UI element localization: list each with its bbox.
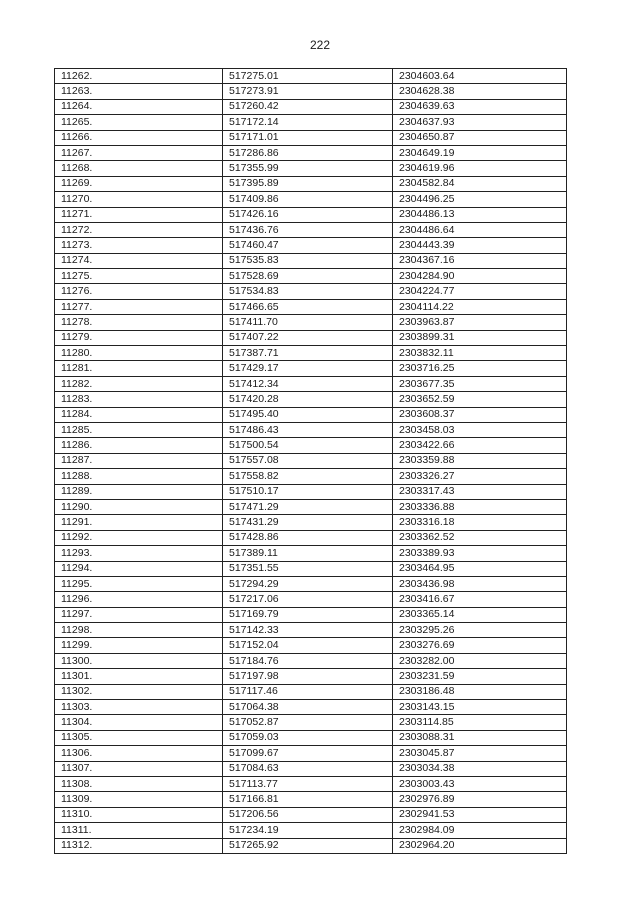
table-row xyxy=(55,115,567,130)
x-coordinate-cell: 517171.01 xyxy=(223,130,393,145)
x-coordinate-cell: 517500.54 xyxy=(223,438,393,453)
point-number-cell: 11281. xyxy=(55,361,223,376)
y-coordinate-cell: 2303003.43 xyxy=(393,776,567,791)
x-coordinate-cell: 517409.86 xyxy=(223,192,393,207)
table-row xyxy=(55,823,567,838)
table-row xyxy=(55,469,567,484)
x-coordinate-cell: 517412.34 xyxy=(223,376,393,391)
point-number-cell: 11282. xyxy=(55,376,223,391)
table-row xyxy=(55,99,567,114)
y-coordinate-cell: 2304284.90 xyxy=(393,269,567,284)
point-number-cell: 11290. xyxy=(55,499,223,514)
point-number-cell: 11288. xyxy=(55,469,223,484)
y-coordinate-cell: 2304486.13 xyxy=(393,207,567,222)
point-number-cell: 11293. xyxy=(55,546,223,561)
x-coordinate-cell: 517407.22 xyxy=(223,330,393,345)
point-number-cell: 11296. xyxy=(55,592,223,607)
y-coordinate-cell: 2303416.67 xyxy=(393,592,567,607)
y-coordinate-cell: 2303282.00 xyxy=(393,653,567,668)
point-number-cell: 11287. xyxy=(55,453,223,468)
y-coordinate-cell: 2303365.14 xyxy=(393,607,567,622)
y-coordinate-cell: 2303336.88 xyxy=(393,499,567,514)
x-coordinate-cell: 517426.16 xyxy=(223,207,393,222)
table-row xyxy=(55,530,567,545)
point-number-cell: 11272. xyxy=(55,222,223,237)
x-coordinate-cell: 517234.19 xyxy=(223,823,393,838)
table-row xyxy=(55,330,567,345)
point-number-cell: 11265. xyxy=(55,115,223,130)
x-coordinate-cell: 517099.67 xyxy=(223,746,393,761)
y-coordinate-cell: 2303422.66 xyxy=(393,438,567,453)
x-coordinate-cell: 517084.63 xyxy=(223,761,393,776)
y-coordinate-cell: 2303088.31 xyxy=(393,730,567,745)
table-row xyxy=(55,238,567,253)
y-coordinate-cell: 2303652.59 xyxy=(393,392,567,407)
x-coordinate-cell: 517420.28 xyxy=(223,392,393,407)
table-row xyxy=(55,484,567,499)
table-row xyxy=(55,315,567,330)
table-row xyxy=(55,346,567,361)
table-row xyxy=(55,453,567,468)
y-coordinate-cell: 2304114.22 xyxy=(393,299,567,314)
x-coordinate-cell: 517117.46 xyxy=(223,684,393,699)
x-coordinate-cell: 517172.14 xyxy=(223,115,393,130)
x-coordinate-cell: 517466.65 xyxy=(223,299,393,314)
y-coordinate-cell: 2303114.85 xyxy=(393,715,567,730)
x-coordinate-cell: 517436.76 xyxy=(223,222,393,237)
table-row xyxy=(55,684,567,699)
x-coordinate-cell: 517429.17 xyxy=(223,361,393,376)
x-coordinate-cell: 517113.77 xyxy=(223,776,393,791)
x-coordinate-cell: 517197.98 xyxy=(223,669,393,684)
point-number-cell: 11271. xyxy=(55,207,223,222)
table-row xyxy=(55,761,567,776)
y-coordinate-cell: 2303436.98 xyxy=(393,576,567,591)
table-row xyxy=(55,438,567,453)
y-coordinate-cell: 2303359.88 xyxy=(393,453,567,468)
point-number-cell: 11312. xyxy=(55,838,223,853)
y-coordinate-cell: 2303362.52 xyxy=(393,530,567,545)
y-coordinate-cell: 2303677.35 xyxy=(393,376,567,391)
y-coordinate-cell: 2303963.87 xyxy=(393,315,567,330)
coordinates-table xyxy=(54,68,567,854)
point-number-cell: 11286. xyxy=(55,438,223,453)
point-number-cell: 11275. xyxy=(55,269,223,284)
x-coordinate-cell: 517217.06 xyxy=(223,592,393,607)
table-row xyxy=(55,592,567,607)
point-number-cell: 11302. xyxy=(55,684,223,699)
table-row xyxy=(55,192,567,207)
point-number-cell: 11268. xyxy=(55,161,223,176)
x-coordinate-cell: 517206.56 xyxy=(223,807,393,822)
x-coordinate-cell: 517275.01 xyxy=(223,69,393,84)
point-number-cell: 11303. xyxy=(55,700,223,715)
point-number-cell: 11297. xyxy=(55,607,223,622)
table-row xyxy=(55,638,567,653)
table-row xyxy=(55,84,567,99)
point-number-cell: 11307. xyxy=(55,761,223,776)
table-row xyxy=(55,653,567,668)
table-row xyxy=(55,207,567,222)
point-number-cell: 11309. xyxy=(55,792,223,807)
y-coordinate-cell: 2304628.38 xyxy=(393,84,567,99)
y-coordinate-cell: 2303317.43 xyxy=(393,484,567,499)
x-coordinate-cell: 517460.47 xyxy=(223,238,393,253)
x-coordinate-cell: 517273.91 xyxy=(223,84,393,99)
table-row xyxy=(55,715,567,730)
x-coordinate-cell: 517486.43 xyxy=(223,422,393,437)
x-coordinate-cell: 517395.89 xyxy=(223,176,393,191)
point-number-cell: 11308. xyxy=(55,776,223,791)
x-coordinate-cell: 517528.69 xyxy=(223,269,393,284)
y-coordinate-cell: 2303608.37 xyxy=(393,407,567,422)
y-coordinate-cell: 2303832.11 xyxy=(393,346,567,361)
point-number-cell: 11279. xyxy=(55,330,223,345)
x-coordinate-cell: 517184.76 xyxy=(223,653,393,668)
y-coordinate-cell: 2303186.48 xyxy=(393,684,567,699)
table-row xyxy=(55,253,567,268)
point-number-cell: 11285. xyxy=(55,422,223,437)
x-coordinate-cell: 517535.83 xyxy=(223,253,393,268)
table-row xyxy=(55,792,567,807)
table-row xyxy=(55,284,567,299)
x-coordinate-cell: 517557.08 xyxy=(223,453,393,468)
y-coordinate-cell: 2303231.59 xyxy=(393,669,567,684)
x-coordinate-cell: 517152.04 xyxy=(223,638,393,653)
table-row xyxy=(55,746,567,761)
x-coordinate-cell: 517294.29 xyxy=(223,576,393,591)
x-coordinate-cell: 517411.70 xyxy=(223,315,393,330)
point-number-cell: 11284. xyxy=(55,407,223,422)
point-number-cell: 11304. xyxy=(55,715,223,730)
x-coordinate-cell: 517495.40 xyxy=(223,407,393,422)
y-coordinate-cell: 2303295.26 xyxy=(393,623,567,638)
y-coordinate-cell: 2303045.87 xyxy=(393,746,567,761)
x-coordinate-cell: 517431.29 xyxy=(223,515,393,530)
x-coordinate-cell: 517428.86 xyxy=(223,530,393,545)
x-coordinate-cell: 517387.71 xyxy=(223,346,393,361)
y-coordinate-cell: 2303716.25 xyxy=(393,361,567,376)
point-number-cell: 11292. xyxy=(55,530,223,545)
y-coordinate-cell: 2303034.38 xyxy=(393,761,567,776)
x-coordinate-cell: 517052.87 xyxy=(223,715,393,730)
y-coordinate-cell: 2304224.77 xyxy=(393,284,567,299)
point-number-cell: 11295. xyxy=(55,576,223,591)
table-row xyxy=(55,299,567,314)
table-row xyxy=(55,730,567,745)
y-coordinate-cell: 2302941.53 xyxy=(393,807,567,822)
y-coordinate-cell: 2304639.63 xyxy=(393,99,567,114)
x-coordinate-cell: 517166.81 xyxy=(223,792,393,807)
point-number-cell: 11270. xyxy=(55,192,223,207)
y-coordinate-cell: 2302976.89 xyxy=(393,792,567,807)
x-coordinate-cell: 517260.42 xyxy=(223,99,393,114)
y-coordinate-cell: 2303143.15 xyxy=(393,700,567,715)
point-number-cell: 11289. xyxy=(55,484,223,499)
table-row xyxy=(55,807,567,822)
y-coordinate-cell: 2302964.20 xyxy=(393,838,567,853)
point-number-cell: 11267. xyxy=(55,145,223,160)
x-coordinate-cell: 517510.17 xyxy=(223,484,393,499)
point-number-cell: 11278. xyxy=(55,315,223,330)
table-row xyxy=(55,669,567,684)
point-number-cell: 11301. xyxy=(55,669,223,684)
y-coordinate-cell: 2303458.03 xyxy=(393,422,567,437)
point-number-cell: 11283. xyxy=(55,392,223,407)
y-coordinate-cell: 2303326.27 xyxy=(393,469,567,484)
table-body xyxy=(55,69,567,854)
table-row xyxy=(55,607,567,622)
x-coordinate-cell: 517286.86 xyxy=(223,145,393,160)
point-number-cell: 11263. xyxy=(55,84,223,99)
point-number-cell: 11311. xyxy=(55,823,223,838)
x-coordinate-cell: 517142.33 xyxy=(223,623,393,638)
y-coordinate-cell: 2304486.64 xyxy=(393,222,567,237)
point-number-cell: 11274. xyxy=(55,253,223,268)
y-coordinate-cell: 2304603.64 xyxy=(393,69,567,84)
table-row xyxy=(55,623,567,638)
table-row xyxy=(55,161,567,176)
table-row xyxy=(55,838,567,853)
table-row xyxy=(55,145,567,160)
y-coordinate-cell: 2304582.84 xyxy=(393,176,567,191)
table-row xyxy=(55,700,567,715)
y-coordinate-cell: 2304367.16 xyxy=(393,253,567,268)
x-coordinate-cell: 517059.03 xyxy=(223,730,393,745)
table-row xyxy=(55,515,567,530)
table-row xyxy=(55,546,567,561)
table-row xyxy=(55,130,567,145)
point-number-cell: 11294. xyxy=(55,561,223,576)
point-number-cell: 11264. xyxy=(55,99,223,114)
y-coordinate-cell: 2304619.96 xyxy=(393,161,567,176)
y-coordinate-cell: 2302984.09 xyxy=(393,823,567,838)
y-coordinate-cell: 2304650.87 xyxy=(393,130,567,145)
table-row xyxy=(55,407,567,422)
table-row xyxy=(55,499,567,514)
x-coordinate-cell: 517064.38 xyxy=(223,700,393,715)
y-coordinate-cell: 2304649.19 xyxy=(393,145,567,160)
table-row xyxy=(55,69,567,84)
x-coordinate-cell: 517265.92 xyxy=(223,838,393,853)
y-coordinate-cell: 2303899.31 xyxy=(393,330,567,345)
point-number-cell: 11273. xyxy=(55,238,223,253)
point-number-cell: 11299. xyxy=(55,638,223,653)
point-number-cell: 11266. xyxy=(55,130,223,145)
point-number-cell: 11298. xyxy=(55,623,223,638)
table-row xyxy=(55,561,567,576)
page-number: 222 xyxy=(309,38,331,52)
x-coordinate-cell: 517351.55 xyxy=(223,561,393,576)
y-coordinate-cell: 2303464.95 xyxy=(393,561,567,576)
point-number-cell: 11262. xyxy=(55,69,223,84)
point-number-cell: 11276. xyxy=(55,284,223,299)
x-coordinate-cell: 517169.79 xyxy=(223,607,393,622)
y-coordinate-cell: 2303316.18 xyxy=(393,515,567,530)
x-coordinate-cell: 517558.82 xyxy=(223,469,393,484)
point-number-cell: 11306. xyxy=(55,746,223,761)
point-number-cell: 11300. xyxy=(55,653,223,668)
x-coordinate-cell: 517389.11 xyxy=(223,546,393,561)
table-row xyxy=(55,176,567,191)
table-row xyxy=(55,576,567,591)
y-coordinate-cell: 2304496.25 xyxy=(393,192,567,207)
table-row xyxy=(55,361,567,376)
x-coordinate-cell: 517471.29 xyxy=(223,499,393,514)
table-row xyxy=(55,392,567,407)
table-row xyxy=(55,376,567,391)
point-number-cell: 11291. xyxy=(55,515,223,530)
point-number-cell: 11305. xyxy=(55,730,223,745)
x-coordinate-cell: 517534.83 xyxy=(223,284,393,299)
point-number-cell: 11280. xyxy=(55,346,223,361)
y-coordinate-cell: 2303389.93 xyxy=(393,546,567,561)
point-number-cell: 11310. xyxy=(55,807,223,822)
table-row xyxy=(55,269,567,284)
x-coordinate-cell: 517355.99 xyxy=(223,161,393,176)
table-row xyxy=(55,776,567,791)
y-coordinate-cell: 2303276.69 xyxy=(393,638,567,653)
y-coordinate-cell: 2304637.93 xyxy=(393,115,567,130)
point-number-cell: 11277. xyxy=(55,299,223,314)
y-coordinate-cell: 2304443.39 xyxy=(393,238,567,253)
table-row xyxy=(55,422,567,437)
point-number-cell: 11269. xyxy=(55,176,223,191)
table-row xyxy=(55,222,567,237)
